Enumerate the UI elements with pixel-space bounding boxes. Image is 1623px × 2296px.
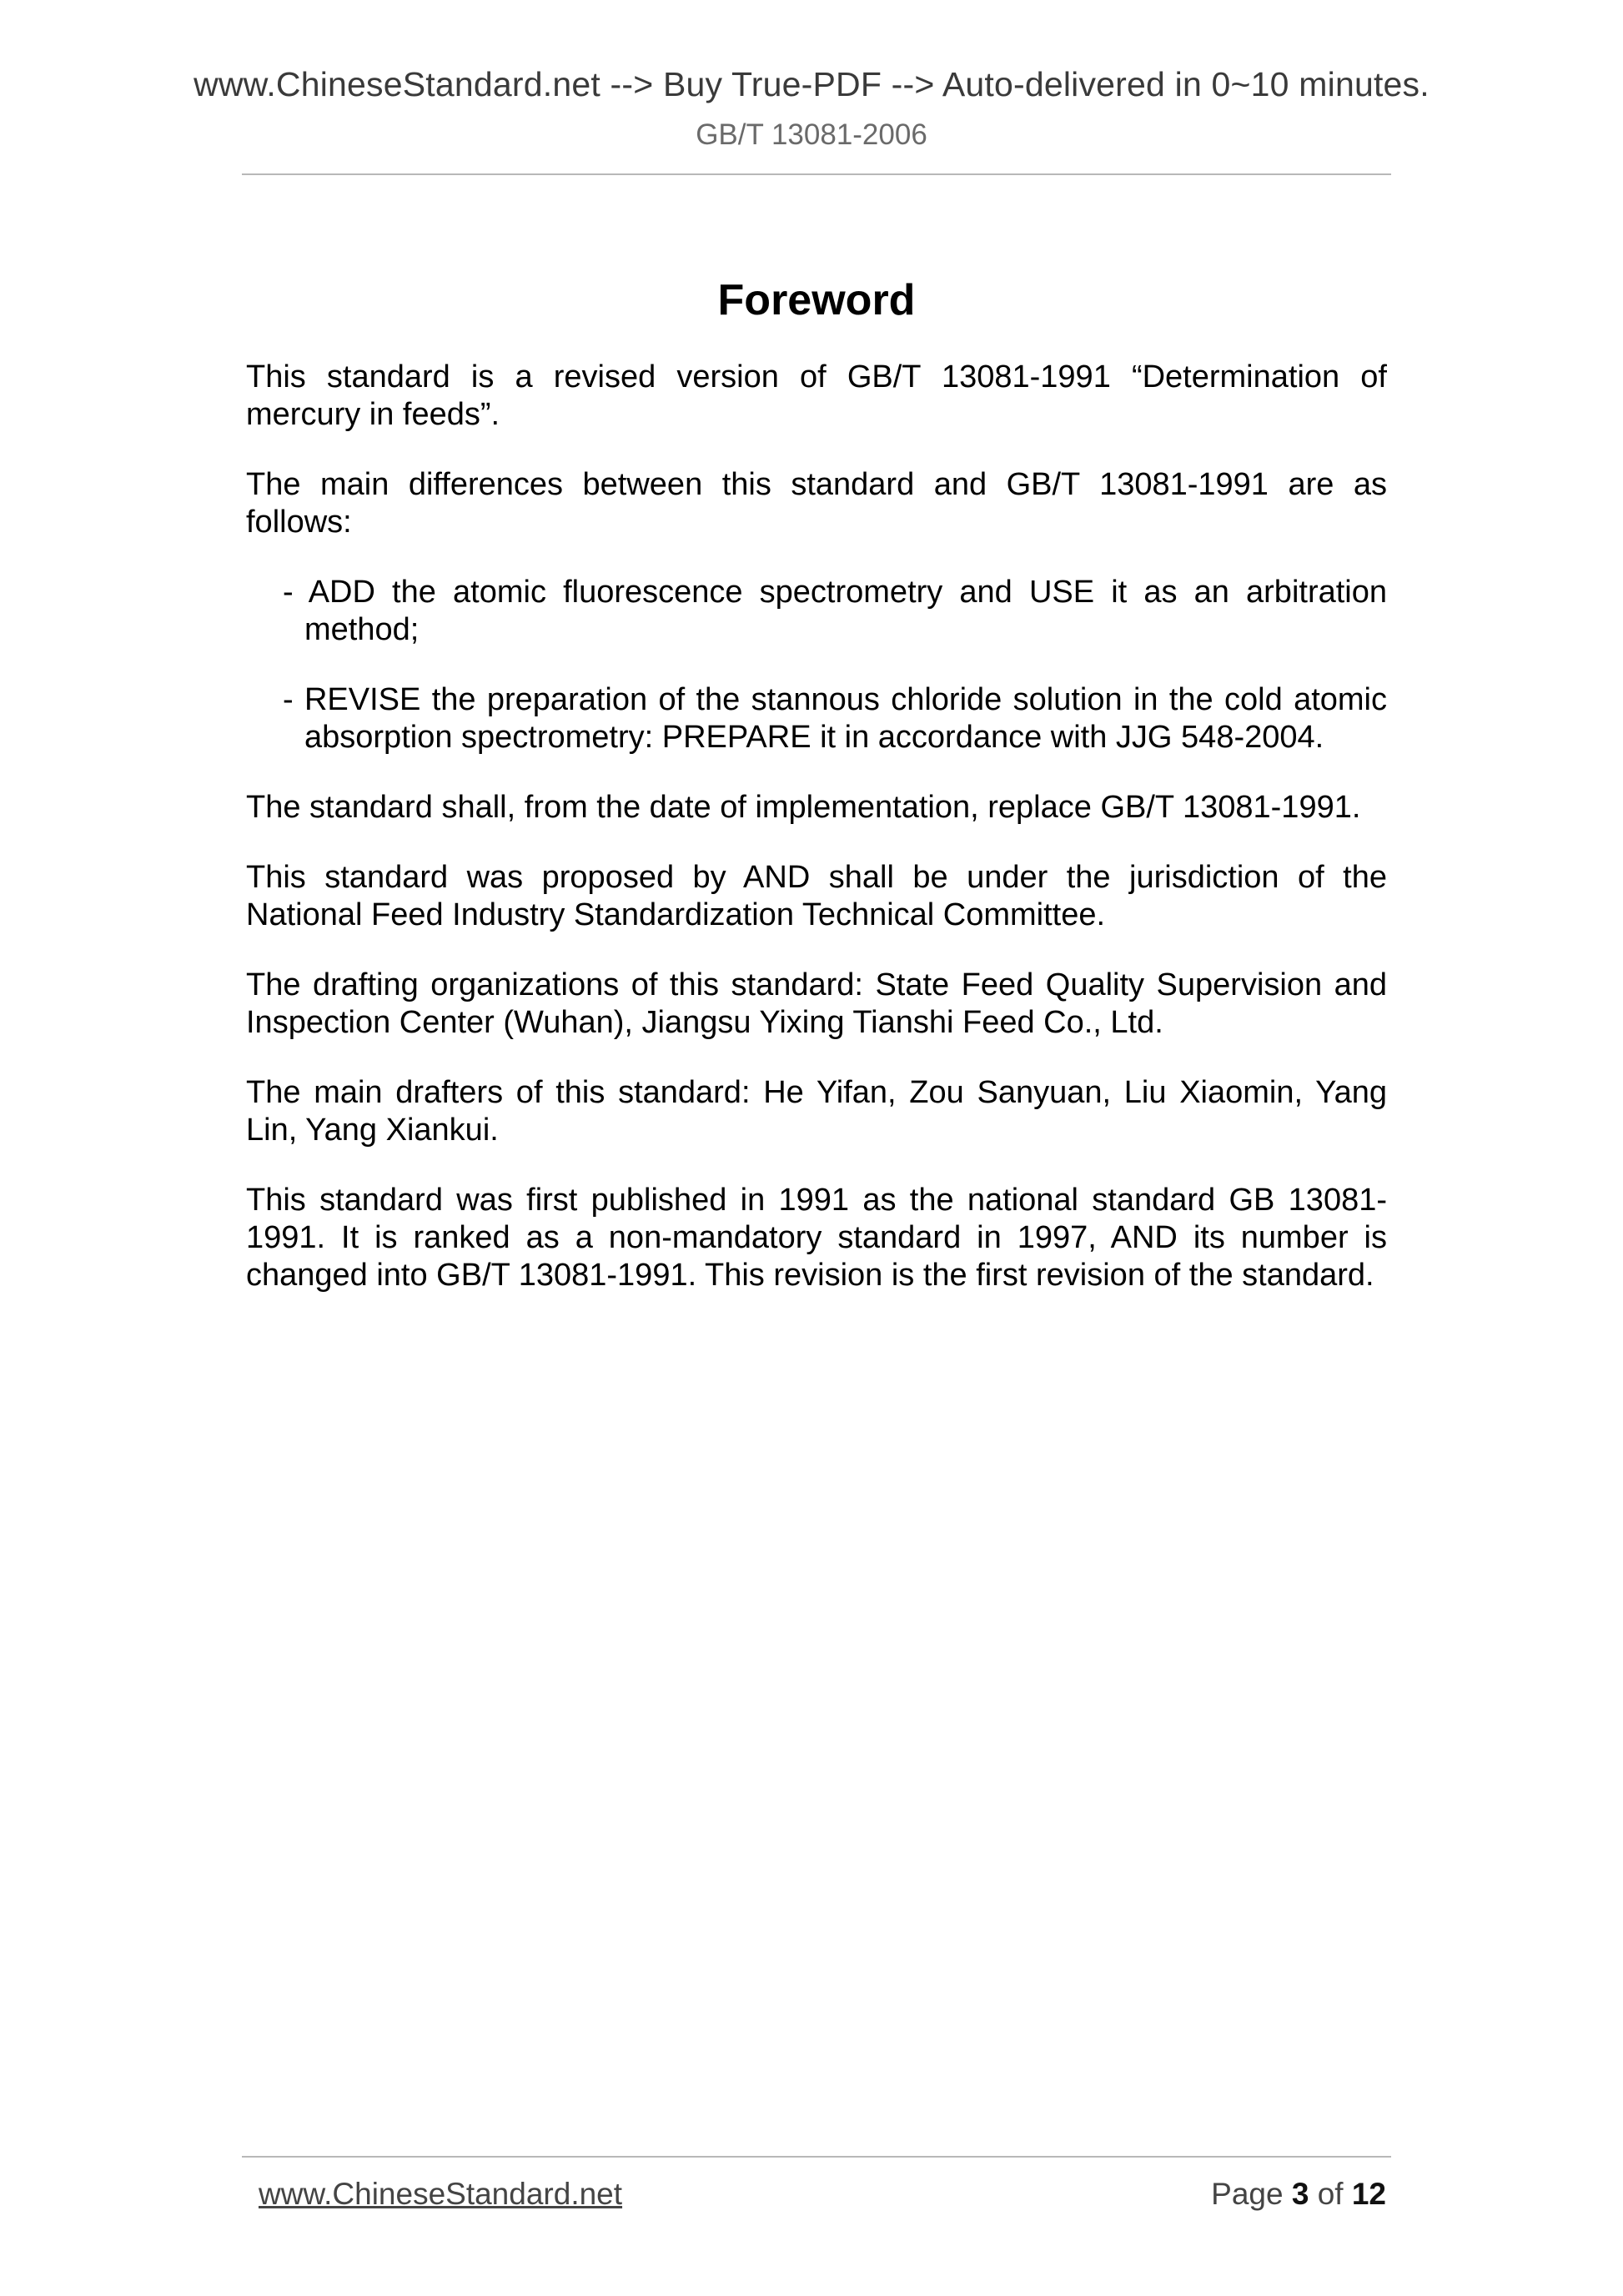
- page-current: 3: [1291, 2177, 1309, 2211]
- paragraph-proposed: This standard was proposed by AND shall be under the jurisdiction of the National Feed Industry Standardization Technical Committee.: [246, 860, 1387, 932]
- header-banner: www.ChineseStandard.net --> Buy True-PDF --> Auto-delivered in 0~10 minutes.: [193, 65, 1430, 103]
- paragraph-replace: The standard shall, from the date of implementation, replace GB/T 13081-1991.: [246, 790, 1361, 825]
- page-number: [1211, 2177, 1386, 2212]
- bullet-item: - ADD the atomic fluorescence spectrometry and USE it as an arbitration method;: [283, 575, 1387, 647]
- paragraph-history: This standard was first published in 1991 as the national standard GB 13081-1991. It is ranked as a non-mandatory standard in 1997, AND its number is changed into GB/T 13081-1991. This revision is the first revision of the standard.: [246, 1183, 1387, 1293]
- footer-divider: [242, 2156, 1391, 2158]
- paragraph-drafting-organizations: The drafting organizations of this standard: State Feed Quality Supervision and Inspection Center (Wuhan), Jiangsu Yixing Tianshi Feed Co., Ltd.: [246, 967, 1387, 1040]
- page-of-label: of: [1317, 2177, 1344, 2211]
- header-divider: [242, 173, 1391, 175]
- page-content: [246, 274, 1387, 1327]
- document-id: GB/T 13081-2006: [696, 118, 927, 151]
- page-title: Foreword: [717, 276, 916, 324]
- page-total: 12: [1351, 2177, 1386, 2211]
- bullet-item: - REVISE the preparation of the stannous chloride solution in the cold atomic absorption spectrometry: PREPARE it in accordance with JJG 548-2004.: [283, 682, 1387, 755]
- paragraph-revision: This standard is a revised version of GB/T 13081-1991 “Determination of mercury in feeds”.: [246, 359, 1387, 432]
- paragraph-differences: The main differences between this standard and GB/T 13081-1991 are as follows:: [246, 467, 1387, 540]
- page-label: Page: [1211, 2177, 1284, 2211]
- paragraph-drafters: The main drafters of this standard: He Yifan, Zou Sanyuan, Liu Xiaomin, Yang Lin, Yang Xiankui.: [246, 1075, 1387, 1148]
- footer-website-link[interactable]: www.ChineseStandard.net: [259, 2177, 623, 2211]
